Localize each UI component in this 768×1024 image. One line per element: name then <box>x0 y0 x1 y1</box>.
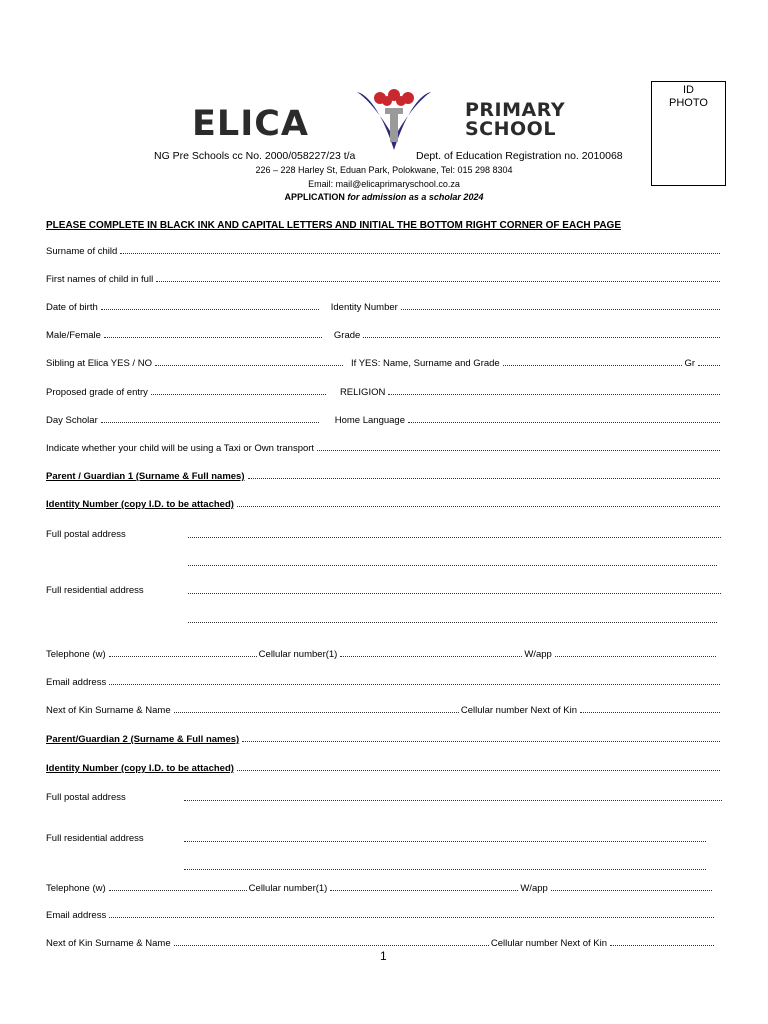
instruction-heading: PLEASE COMPLETE IN BLACK INK AND CAPITAL LETTERS AND INITIAL THE BOTTOM RIGHT CORNER OF EACH PAGE <box>46 220 622 231</box>
home-language-label: Home Language <box>334 415 405 426</box>
guardian2-wapp-label: W/app <box>520 883 548 894</box>
sibling-row <box>46 355 722 369</box>
guardian2-postal-label-row <box>46 789 176 803</box>
scholar-language-row <box>46 412 722 426</box>
guardian2-postal-line[interactable] <box>184 800 722 801</box>
gender-grade-row <box>46 327 722 341</box>
application-title <box>0 192 768 202</box>
brand-elica: ELICA <box>192 104 310 144</box>
guardian1-postal-label: Full postal address <box>46 529 126 540</box>
school-email: Email: mail@elicaprimaryschool.co.za <box>308 179 460 189</box>
registration-left: NG Pre Schools cc No. 2000/058227/23 t/a <box>154 150 356 162</box>
guardian1-postal-label-row <box>46 526 176 540</box>
application-word: APPLICATION <box>284 192 345 202</box>
transport-field[interactable] <box>46 440 722 454</box>
guardian1-phone-row <box>46 646 718 660</box>
guardian1-kin-line[interactable] <box>174 712 459 713</box>
first-names-label: First names of child in full <box>46 274 154 285</box>
sibling-line[interactable] <box>155 365 343 366</box>
guardian2-kin-row <box>46 935 716 949</box>
guardian2-residential-line-1[interactable] <box>184 841 706 842</box>
id-number-line[interactable] <box>401 309 720 310</box>
guardian1-name-field[interactable] <box>46 468 722 482</box>
school-address: 226 – 228 Harley St, Eduan Park, Polokwane, Tel: 015 298 8304 <box>255 165 513 175</box>
day-scholar-label: Day Scholar <box>46 415 98 426</box>
guardian2-name-field[interactable] <box>46 731 722 745</box>
dob-line[interactable] <box>101 309 319 310</box>
guardian1-email-line[interactable] <box>109 684 720 685</box>
proposed-grade-label: Proposed grade of entry <box>46 387 148 398</box>
guardian2-telephone-label: Telephone (w) <box>46 883 106 894</box>
guardian1-kin-label: Next of Kin Surname & Name <box>46 705 171 716</box>
guardian2-name-line[interactable] <box>242 741 720 742</box>
guardian2-heading: Parent/Guardian 2 (Surname & Full names) <box>46 734 240 745</box>
sibling-label: Sibling at Elica YES / NO <box>46 358 152 369</box>
surname-child-label: Surname of child <box>46 246 118 257</box>
guardian2-id-field[interactable] <box>46 760 722 774</box>
guardian2-cellular-line[interactable] <box>330 890 518 891</box>
gr-line[interactable] <box>698 365 720 366</box>
guardian1-kin-cell-line[interactable] <box>580 712 720 713</box>
guardian2-kin-cell-label: Cellular number Next of Kin <box>490 938 607 949</box>
if-yes-line[interactable] <box>503 365 683 366</box>
id-number-label: Identity Number <box>330 302 398 313</box>
guardian2-residential-label: Full residential address <box>46 833 144 844</box>
guardian2-email-label: Email address <box>46 910 107 921</box>
guardian2-email-field[interactable] <box>46 907 716 921</box>
guardian2-residential-label-row <box>46 830 181 844</box>
surname-child-line[interactable] <box>120 253 720 254</box>
grade-line[interactable] <box>363 337 720 338</box>
guardian1-telephone-line[interactable] <box>109 656 257 657</box>
guardian2-id-line[interactable] <box>237 770 720 771</box>
guardian1-residential-line-1[interactable] <box>188 593 721 594</box>
transport-line[interactable] <box>317 450 720 451</box>
guardian2-residential-line-2[interactable] <box>184 869 706 870</box>
surname-child-field[interactable] <box>46 243 722 257</box>
registration-right: Dept. of Education Registration no. 2010068 <box>416 150 623 162</box>
gender-label: Male/Female <box>46 330 101 341</box>
first-names-line[interactable] <box>156 281 720 282</box>
guardian1-id-line[interactable] <box>237 506 720 507</box>
guardian1-kin-cell-label: Cellular number Next of Kin <box>460 705 577 716</box>
guardian1-residential-line-2[interactable] <box>188 622 717 623</box>
brand-primary-school <box>465 101 565 139</box>
home-language-line[interactable] <box>408 422 720 423</box>
guardian1-id-heading: Identity Number (copy I.D. to be attached) <box>46 499 234 510</box>
guardian2-cellular-label: Cellular number(1) <box>248 883 328 894</box>
proposed-grade-line[interactable] <box>151 394 326 395</box>
guardian2-telephone-line[interactable] <box>109 890 247 891</box>
guardian1-wapp-label: W/app <box>524 649 552 660</box>
grade-label: Grade <box>333 330 361 341</box>
gr-label: Gr <box>684 358 695 369</box>
dob-label: Date of birth <box>46 302 98 313</box>
guardian1-name-line[interactable] <box>248 478 721 479</box>
id-photo-label-2: PHOTO <box>669 97 708 109</box>
if-yes-label: If YES: Name, Surname and Grade <box>350 358 500 369</box>
guardian1-postal-line-1[interactable] <box>188 537 721 538</box>
guardian1-cellular-line[interactable] <box>340 656 522 657</box>
guardian1-postal-line-2[interactable] <box>188 565 717 566</box>
first-names-field[interactable] <box>46 271 722 285</box>
guardian1-kin-row <box>46 702 722 716</box>
id-photo-label-1: ID <box>683 84 694 96</box>
dob-id-row <box>46 299 722 313</box>
proposed-religion-row <box>46 384 722 398</box>
guardian2-phone-row <box>46 880 714 894</box>
guardian1-residential-label: Full residential address <box>46 585 144 596</box>
guardian1-cellular-label: Cellular number(1) <box>258 649 338 660</box>
guardian1-wapp-line[interactable] <box>555 656 716 657</box>
guardian2-email-line[interactable] <box>109 917 714 918</box>
gender-line[interactable] <box>104 337 322 338</box>
application-subtitle: for admission as a scholar 2024 <box>347 192 484 202</box>
guardian2-id-heading: Identity Number (copy I.D. to be attached) <box>46 763 234 774</box>
guardian1-telephone-label: Telephone (w) <box>46 649 106 660</box>
guardian1-email-label: Email address <box>46 677 107 688</box>
guardian2-kin-line[interactable] <box>174 945 489 946</box>
religion-line[interactable] <box>388 394 720 395</box>
guardian1-id-field[interactable] <box>46 496 722 510</box>
guardian1-residential-label-row <box>46 582 181 596</box>
guardian2-wapp-line[interactable] <box>551 890 712 891</box>
transport-label: Indicate whether your child will be using a Taxi or Own transport <box>46 443 315 454</box>
guardian1-heading: Parent / Guardian 1 (Surname & Full names) <box>46 471 245 482</box>
guardian1-email-field[interactable] <box>46 674 722 688</box>
day-scholar-line[interactable] <box>101 422 319 423</box>
guardian2-postal-label: Full postal address <box>46 792 126 803</box>
religion-label: RELIGION <box>339 387 386 398</box>
brand-school: SCHOOL <box>465 118 556 140</box>
school-logo-icon <box>355 88 433 154</box>
guardian2-kin-label: Next of Kin Surname & Name <box>46 938 171 949</box>
brand-primary: PRIMARY <box>465 99 566 121</box>
page-number: 1 <box>380 949 387 963</box>
guardian2-kin-cell-line[interactable] <box>610 945 714 946</box>
